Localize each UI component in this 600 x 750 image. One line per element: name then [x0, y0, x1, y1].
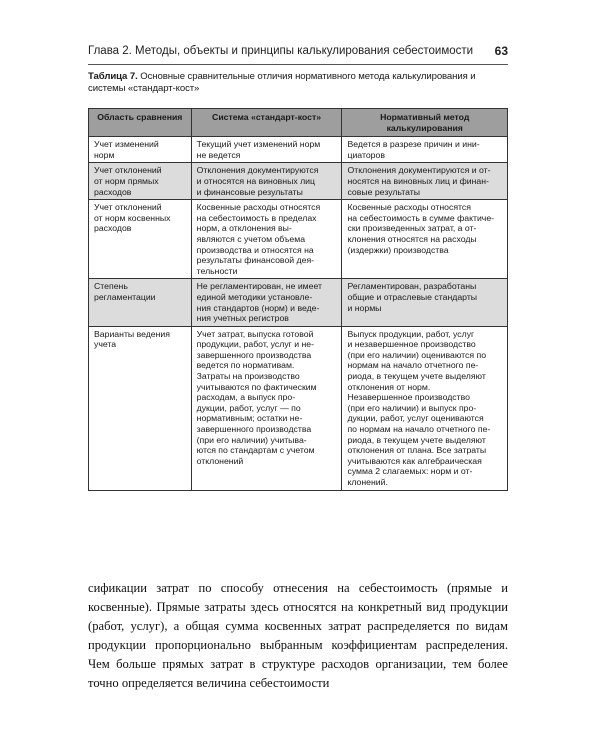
table-cell: Учет отклонений от норм прямых расходов: [89, 163, 192, 200]
table-cell: Учет затрат, выпуска готовой продукции, работ, услуг и не- завершенного производства ведется по нормативам. Затраты на производство учитываются по фактическим расходам, а выпуск про- дукции, работ, услуг — по нормативным; остатки не- завершенного производства (при его наличии) учитыва- ются по стандартам с учетом отклонений: [191, 326, 342, 490]
running-header: [88, 40, 508, 62]
column-header-standard-cost: Система «стандарт-кост»: [191, 109, 342, 137]
table-cell: Выпуск продукции, работ, услуг и незавершенное производство (при его наличии) оцениваются по нормам на начало отчетного пе- риода, в текущем учете выделяют отклонения от норм. Незавершенное производство (при его наличии) и выпуск про- дукции, работ, услуг оцениваются по нормам на начало отчетного пе- риода, в текущем учете выделяют отклонения от плана. Все затраты учитываются как алгебраическая сумма 2 слагаемых: норм и от- клонений.: [342, 326, 508, 490]
table-cell: Косвенные расходы относятся на себестоимость в сумме фактиче- ски произведенных затрат, а от- клонения относятся на расходы (издержки) производства: [342, 200, 508, 279]
table-cell: Не регламентирован, не имеет единой методики установле- ния стандартов (норм) и веде- ния учетных регистров: [191, 279, 342, 326]
table-cell: Регламентирован, разработаны общие и отраслевые стандарты и нормы: [342, 279, 508, 326]
table-cell: Отклонения документируются и относятся на виновных лиц и финансовые результаты: [191, 163, 342, 200]
table-row: [89, 137, 508, 163]
table-cell: Текущий учет изменений норм не ведется: [191, 137, 342, 163]
header-divider: [88, 64, 508, 65]
table-cell: Ведется в разрезе причин и ини- циаторов: [342, 137, 508, 163]
table-cell: Варианты ведения учета: [89, 326, 192, 490]
table-header-row: [89, 109, 508, 137]
table-cell: Степень регламентации: [89, 279, 192, 326]
body-paragraph: сификации затрат по способу отнесения на себестоимость (прямые и косвенные). Прямые затраты здесь относятся на конкретный вид продукции (работ, услуг), а общая сумма косвенных затрат распределяется по видам продукции пропорционально выбранным коэффициентам распределения. Чем больше прямых затрат в структуре расходов организации, тем более точно определяется величина себестоимости: [88, 581, 508, 690]
comparison-table: [88, 108, 508, 491]
table-caption-label: Таблица 7.: [88, 71, 138, 82]
table-cell: Учет отклонений от норм косвенных расходов: [89, 200, 192, 279]
table-row: [89, 200, 508, 279]
table-cell: Косвенные расходы относятся на себестоимость в пределах норм, а отклонения вы- являются с учетом объема производства и относятся на результаты финансовой дея- тельности: [191, 200, 342, 279]
table-row: [89, 326, 508, 490]
table-cell: Учет изменений норм: [89, 137, 192, 163]
column-header-area: Область сравнения: [89, 109, 192, 137]
table-cell: Отклонения документируются и от- носятся на виновных лиц и финан- совые результаты: [342, 163, 508, 200]
chapter-title: Глава 2. Методы, объекты и принципы калькулирования себестоимости: [88, 45, 474, 57]
table-row: [89, 279, 508, 326]
table-row: [89, 163, 508, 200]
table-caption-text: Основные сравнительные отличия нормативного метода калькулирования и системы «стандарт-кост»: [88, 71, 476, 94]
comparison-table-wrap: [88, 108, 508, 491]
page-number: 63: [494, 44, 508, 58]
column-header-normative-method: Нормативный метод калькулирования: [342, 109, 508, 137]
table-caption: [88, 71, 508, 95]
